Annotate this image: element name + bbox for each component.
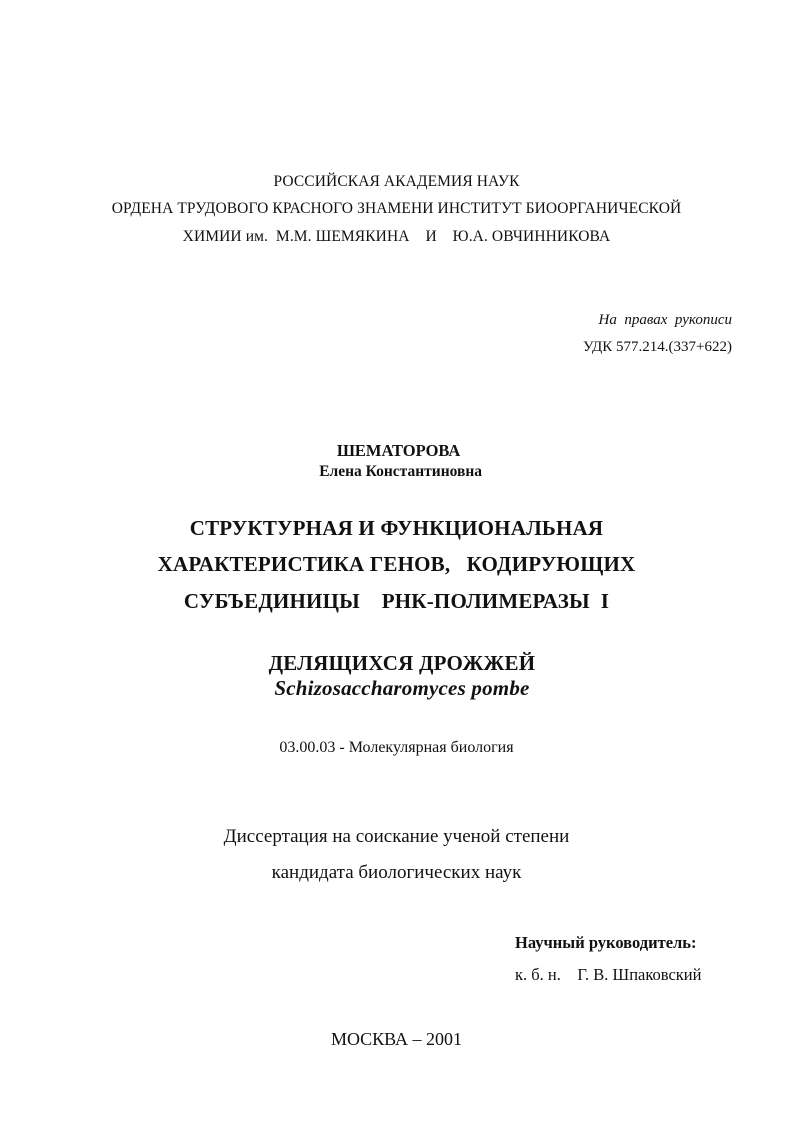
- title-line-4-prefix: ДЕЛЯЩИХСЯ ДРОЖЖЕЙ: [268, 651, 536, 675]
- title-line-2: ХАРАКТЕРИСТИКА ГЕНОВ, КОДИРУЮЩИХ: [157, 552, 636, 576]
- degree-line-1: Диссертация на соискание ученой степени: [223, 826, 570, 847]
- manuscript-rights-note: На правах рукописи: [598, 312, 732, 328]
- specialty-code: 03.00.03 - Молекулярная биология: [279, 739, 514, 756]
- institution-line-3: ХИМИИ им. М.М. ШЕМЯКИНА И Ю.А. ОВЧИННИКОВА: [182, 228, 611, 245]
- city-year: МОСКВА – 2001: [330, 1029, 463, 1049]
- degree-line-2: кандидата биологических наук: [271, 862, 522, 883]
- institution-line-2: ОРДЕНА ТРУДОВОГО КРАСНОГО ЗНАМЕНИ ИНСТИТУТ БИООРГАНИЧЕСКОЙ: [111, 200, 682, 217]
- institution-line-1: РОССИЙСКАЯ АКАДЕМИЯ НАУК: [273, 173, 520, 190]
- author-surname: ШЕМАТОРОВА: [336, 441, 461, 460]
- author-name: [0, 421, 793, 481]
- title-line-3: СУБЪЕДИНИЦЫ РНК-ПОЛИМЕРАЗЫ I: [183, 589, 610, 613]
- supervisor-name: к. б. н. Г. В. Шпаковский: [515, 965, 702, 984]
- udk-code: УДК 577.214.(337+622): [582, 339, 732, 355]
- title-line-1: СТРУКТУРНАЯ И ФУНКЦИОНАЛЬНАЯ: [189, 516, 604, 540]
- author-given-names: Елена Константиновна: [319, 463, 483, 480]
- species-name: Schizosaccharomyces pombe: [274, 676, 530, 700]
- title-line-4: [0, 626, 793, 701]
- supervisor-label: Научный руководитель:: [515, 933, 697, 952]
